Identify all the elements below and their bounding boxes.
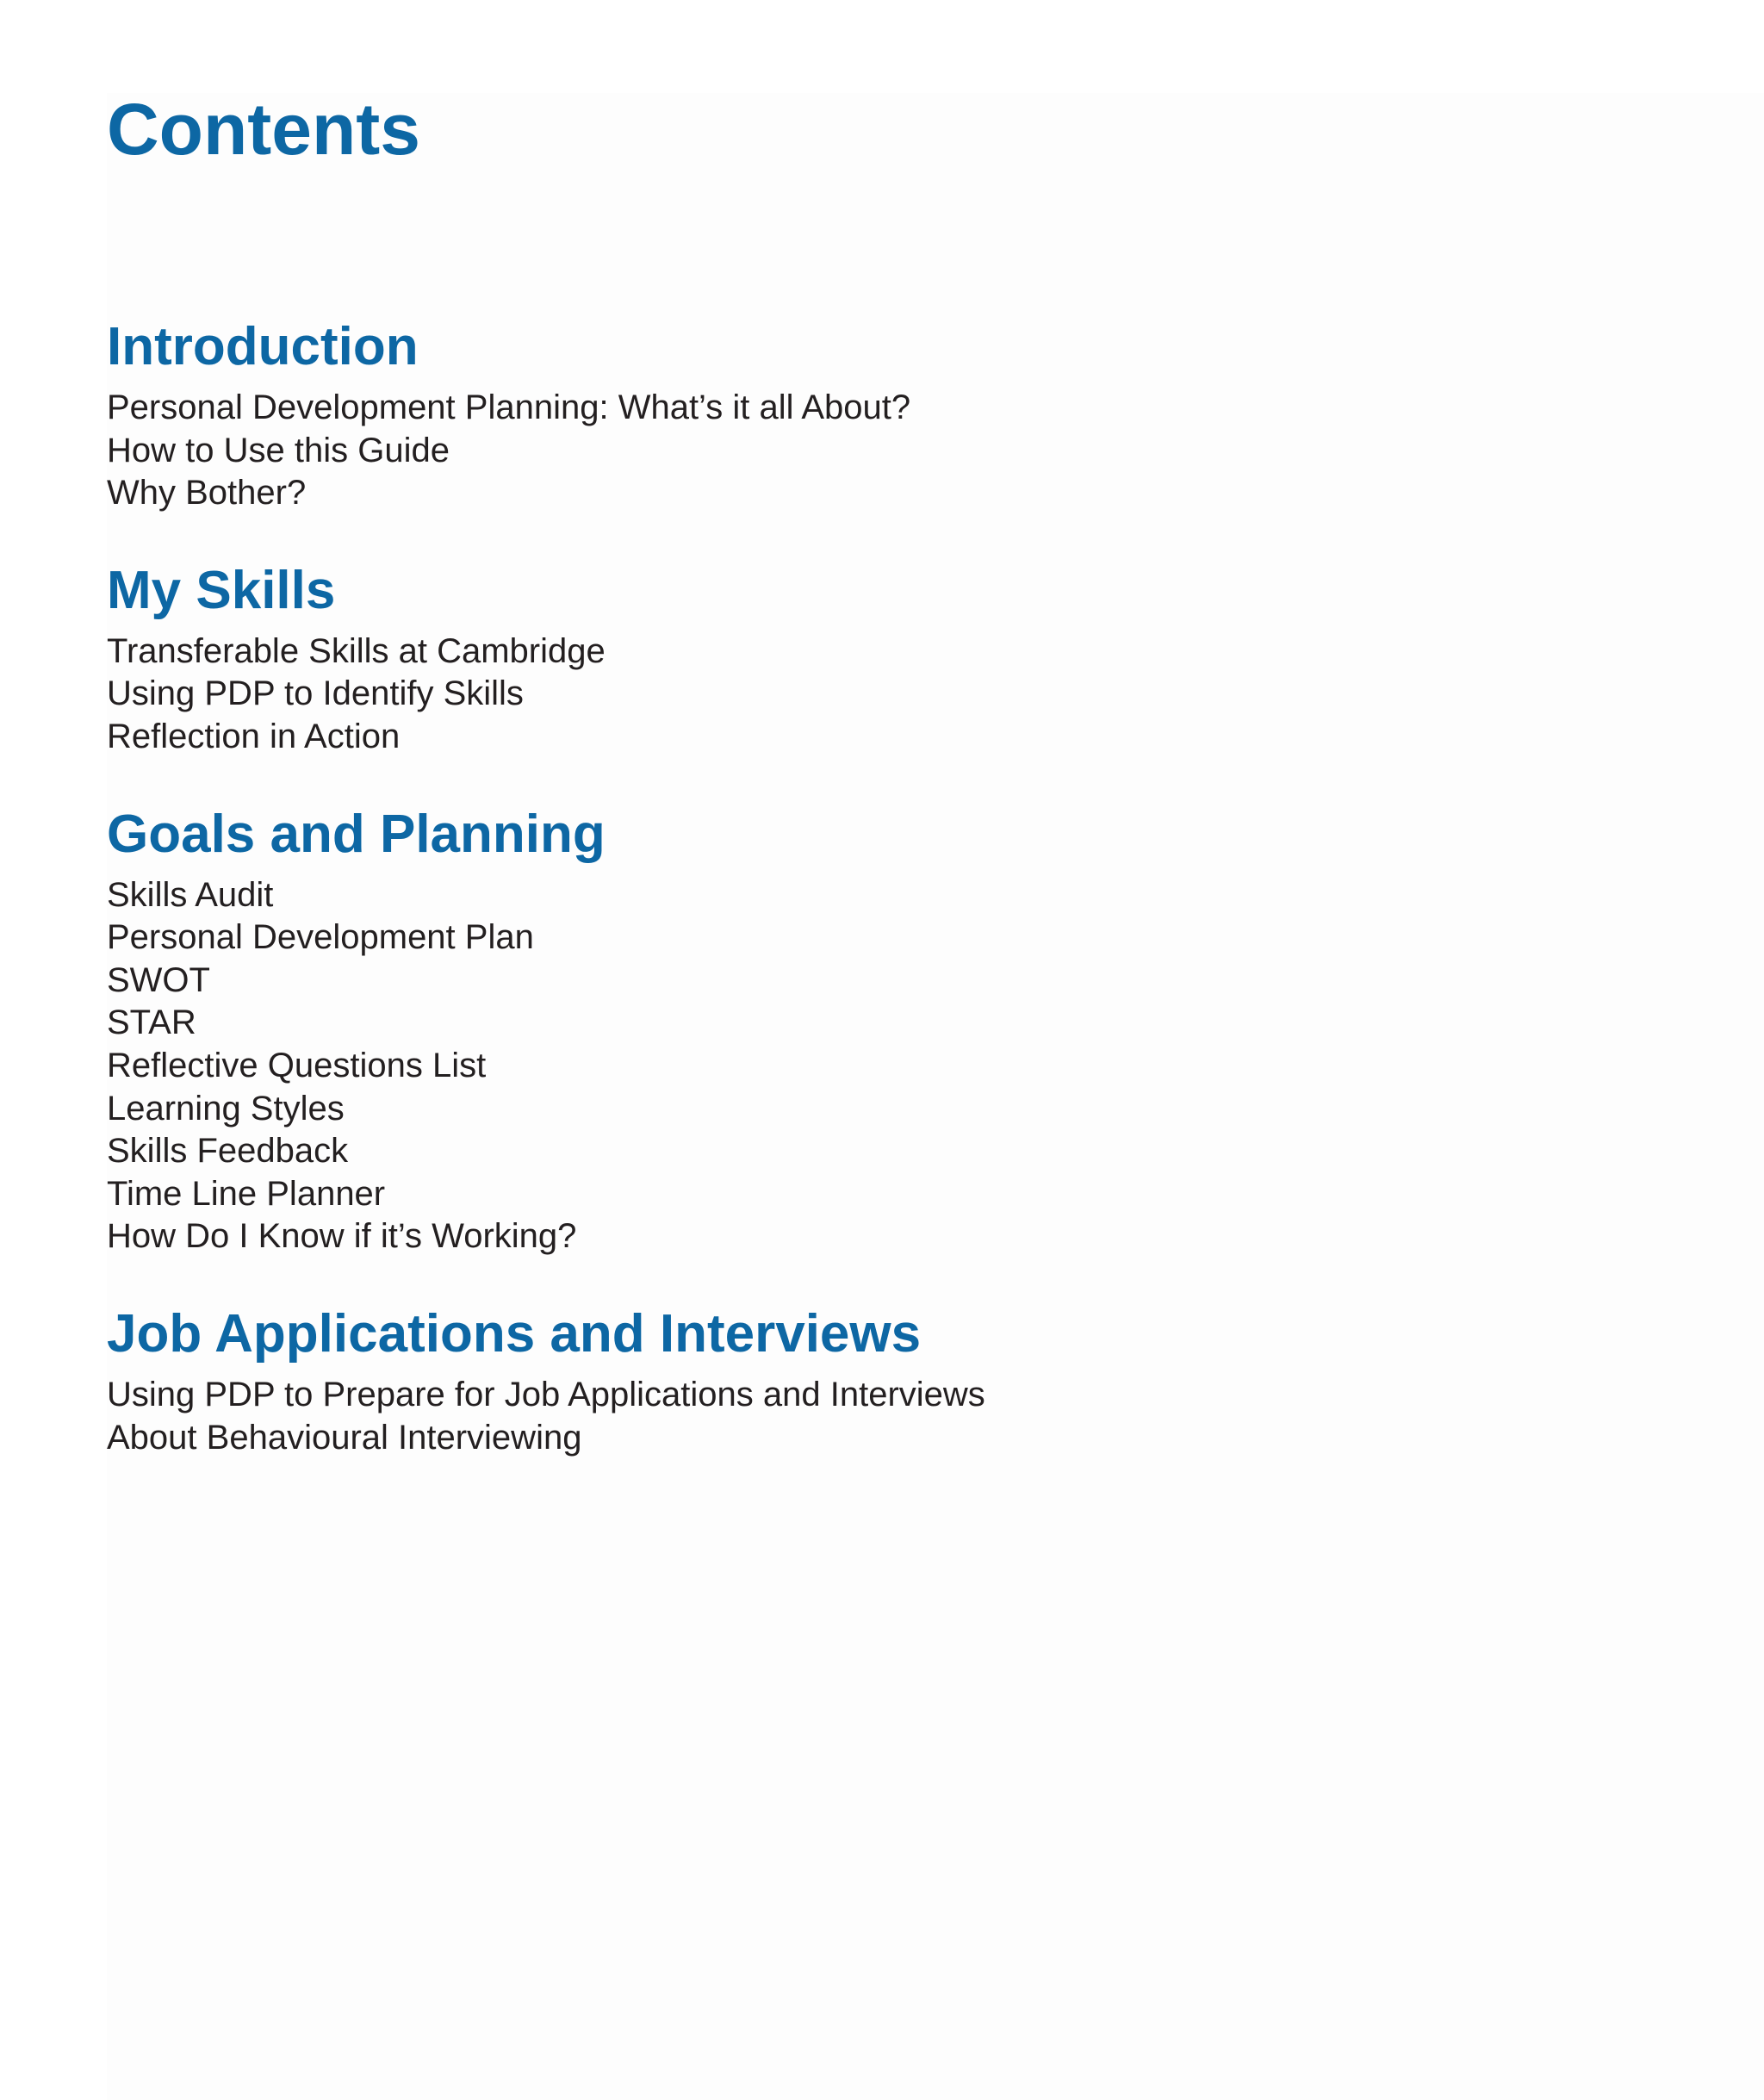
toc-item-transferable-skills[interactable]: Transferable Skills at Cambridge <box>107 631 606 670</box>
section-title-job-applications: Job Applications and Interviews <box>107 1303 922 1364</box>
toc-section-job-applications <box>107 1303 985 1459</box>
toc-list-job-applications <box>107 1374 985 1459</box>
toc-item-how-do-i-know[interactable]: How Do I Know if it’s Working? <box>107 1217 577 1256</box>
toc-item-how-to-use-guide[interactable]: How to Use this Guide <box>107 431 450 469</box>
toc-item-star[interactable]: STAR <box>107 1003 196 1042</box>
toc-list-goals-and-planning <box>107 874 985 1258</box>
toc-item-reflective-questions[interactable]: Reflective Questions List <box>107 1046 487 1084</box>
toc-item-swot[interactable]: SWOT <box>107 960 210 999</box>
toc-section-introduction <box>107 316 985 515</box>
toc-list-my-skills <box>107 631 985 759</box>
toc-item-skills-feedback[interactable]: Skills Feedback <box>107 1132 349 1171</box>
page-title: Contents <box>107 89 420 170</box>
toc-list-introduction <box>107 387 985 515</box>
toc-item-why-bother[interactable]: Why Bother? <box>107 474 307 513</box>
toc-item-behavioural-interviewing[interactable]: About Behavioural Interviewing <box>107 1418 582 1457</box>
toc-item-prepare-applications[interactable]: Using PDP to Prepare for Job Applications and Interviews <box>107 1375 985 1413</box>
toc-item-learning-styles[interactable]: Learning Styles <box>107 1089 345 1128</box>
section-title-goals-and-planning: Goals and Planning <box>107 804 606 864</box>
toc-item-what-is-pdp[interactable]: Personal Development Planning: What’s it all About? <box>107 388 911 426</box>
toc-section-my-skills <box>107 560 985 759</box>
toc-sections <box>107 316 985 1459</box>
toc-item-personal-development-plan[interactable]: Personal Development Plan <box>107 918 534 957</box>
section-title-my-skills: My Skills <box>107 560 336 620</box>
section-title-introduction: Introduction <box>107 317 419 376</box>
toc-item-skills-audit[interactable]: Skills Audit <box>107 875 274 914</box>
toc-item-reflection-in-action[interactable]: Reflection in Action <box>107 717 401 755</box>
toc-section-goals-and-planning <box>107 804 985 1258</box>
toc-item-identify-skills[interactable]: Using PDP to Identify Skills <box>107 674 524 713</box>
toc-item-time-line-planner[interactable]: Time Line Planner <box>107 1174 386 1213</box>
